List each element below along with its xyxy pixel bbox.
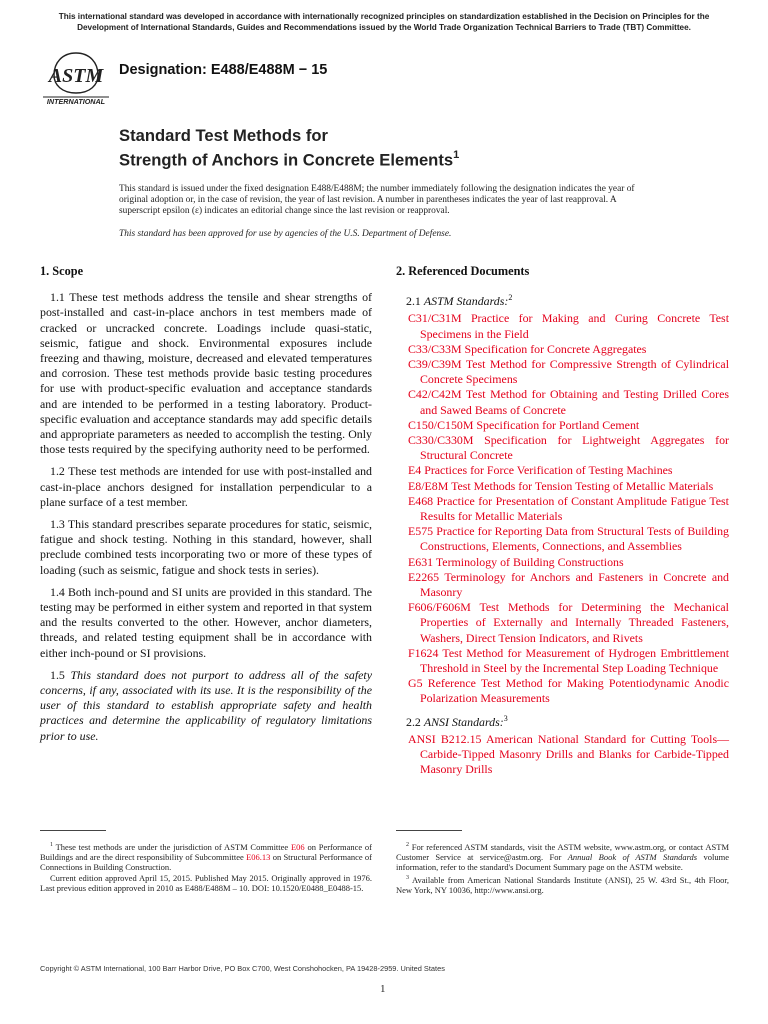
astm-reference-title-link[interactable]: Test Methods for Determining the Mechanical Properties of Externally and Internally Threaded Fasteners, Washers, Direct Tension Indicators, and Rivets xyxy=(420,600,729,645)
designation: Designation: E488/E488M − 15 xyxy=(119,62,328,78)
scope-para-1-5-number: 1.5 xyxy=(50,667,65,682)
astm-standards-footnote-marker: 2 xyxy=(508,293,513,303)
ansi-standards-footnote-marker: 3 xyxy=(503,713,508,723)
referenced-documents-section xyxy=(396,264,729,777)
ansi-reference-item xyxy=(408,732,729,778)
footnote-rule-left xyxy=(40,830,106,831)
astm-logo xyxy=(40,51,112,109)
astm-reference-code-link[interactable]: G5 xyxy=(408,676,423,691)
subcommittee-e06-13-link[interactable]: E06.13 xyxy=(246,852,271,863)
dod-approval-note: This standard has been approved for use by agencies of the U.S. Department of Defense. xyxy=(119,229,452,239)
astm-reference-code-link[interactable]: C330/C330M xyxy=(408,433,474,447)
footnotes-left xyxy=(40,840,372,893)
footnotes-right xyxy=(396,840,729,895)
footnote-3: $^3$ Available from American National Standards Institute (ANSI), 25 W. 43rd St., 4th Floor, New York, NY 10036, http://www.ansi.org. xyxy=(396,874,730,895)
astm-reference-item xyxy=(408,357,729,387)
astm-reference-code-link[interactable]: C42/C42M xyxy=(408,387,462,402)
referenced-documents-heading: 2. Referenced Documents xyxy=(396,264,530,278)
astm-reference-item xyxy=(408,463,729,478)
logo-sub-text: INTERNATIONAL xyxy=(46,97,106,106)
astm-logo-mark xyxy=(40,51,112,109)
astm-standards-text: ASTM Standards: xyxy=(423,294,509,309)
scope-section xyxy=(40,264,372,751)
astm-reference-code-link[interactable]: E8/E8M xyxy=(408,478,449,493)
footnote-2-text-b: volume information, refer to the standard's Document Summary page on the ASTM website. xyxy=(396,852,729,873)
astm-reference-title-link[interactable]: Terminology for Anchors and Fasteners in Concrete and Masonry xyxy=(420,569,729,600)
ansi-standards-label xyxy=(406,711,729,730)
document-title xyxy=(119,126,459,171)
footnote-1-text-b: on Performance of Buildings and are the direct responsibility of Subcommittee xyxy=(40,841,372,863)
logo-brand-text: ASTM xyxy=(48,65,104,87)
scope-para-1-5-text: This standard does not purport to address all of the safety concerns, if any, associated with its use. It is the responsibility of the user of this standard to establish appropriate safety and health practices and determine the applicability of regulatory limitations prior to use. xyxy=(40,667,372,743)
footnote-2: $^2$ For referenced ASTM standards, visit the ASTM website, www.astm.org, or contact ASTM Customer Service at service@astm.org. For Annual Book of ASTM Standards volume information, refer to the standard's Document Summary page on the ASTM website. xyxy=(396,841,730,873)
scope-para-1-5 xyxy=(40,668,372,744)
astm-reference-code-link[interactable]: F1624 xyxy=(408,645,439,660)
astm-reference-title-link[interactable]: Practices for Force Verification of Testing Machines xyxy=(424,463,673,478)
astm-reference-title-link[interactable]: Test Method for Compressive Strength of Cylindrical Concrete Specimens xyxy=(420,356,729,387)
astm-reference-item xyxy=(408,524,729,554)
footnote-2-text-a: For referenced ASTM standards, visit the ASTM website, www.astm.org, or contact ASTM Customer Service at service@astm.org. For xyxy=(396,841,730,863)
title-line-1: Standard Test Methods for xyxy=(119,126,328,145)
astm-reference-title-link[interactable]: Practice for Reporting Data from Structural Tests of Building Constructions, Elements, Connections, and Assemblies xyxy=(420,524,729,554)
astm-standards-label xyxy=(406,290,729,309)
committee-e06-link[interactable]: E06 xyxy=(290,841,305,852)
astm-reference-title-link[interactable]: Specification for Portland Cement xyxy=(476,417,640,432)
astm-reference-title-link[interactable]: Specification for Lightweight Aggregates for Structural Concrete xyxy=(420,433,729,463)
development-notice: This international standard was developed in accordance with internationally recognized principles on standardization established in the Decision on Principles for the Development of International Standards, Guides and Recommendations issued by the World Trade Organization Technical Barriers to Trade (TBT) Committee. xyxy=(58,12,710,32)
title-footnote-marker: 1 xyxy=(453,149,460,161)
astm-reference-item xyxy=(408,387,729,417)
footnote-1-edition: Current edition approved April 15, 2015. Published May 2015. Originally approved in 1976. Last previous edition approved in 2010 as E488/E488M – 10. DOI: 10.1520/E0488_E0488-15. xyxy=(40,872,372,894)
astm-reference-code-link[interactable]: C31/C31M xyxy=(408,311,462,326)
astm-reference-item xyxy=(408,600,729,646)
astm-reference-item xyxy=(408,570,729,600)
astm-reference-title-link[interactable]: Test Methods for Tension Testing of Metallic Materials xyxy=(451,478,714,493)
astm-reference-item xyxy=(408,494,729,524)
scope-para-1-3: 1.3 This standard prescribes separate procedures for static, seismic, fatigue and shock testing. Nothing in this standard, however, shall preclude combined tests incorporating two or more of these types of loading (such as seismic, fatigue and shock tests in series). xyxy=(40,517,372,577)
ansi-reference-code-link[interactable]: ANSI B212.15 xyxy=(408,731,482,746)
astm-reference-item xyxy=(408,311,729,341)
astm-reference-title-link[interactable]: Test Method for Obtaining and Testing Drilled Cores and Sawed Beams of Concrete xyxy=(420,387,729,417)
scope-para-1-4: 1.4 Both inch-pound and SI units are provided in this standard. The testing may be performed in either system and reported in that system and the results converted to the other. However, anchor diameters, threads, and related testing equipment shall be in accordance with either inch-pound or SI provisions. xyxy=(40,584,372,660)
astm-reference-code-link[interactable]: F606/F606M xyxy=(408,600,471,615)
title-line-2-text: Strength of Anchors in Concrete Elements xyxy=(119,150,454,170)
astm-reference-code-link[interactable]: E2265 xyxy=(408,569,440,584)
astm-reference-item xyxy=(408,646,729,676)
astm-standards-number: 2.1 xyxy=(406,294,421,309)
astm-reference-item xyxy=(408,555,729,570)
issuance-statement: This standard is issued under the fixed designation E488/E488M; the number immediately following the designation indicates the year of original adoption or, in the case of revision, the year of last revision. A number in parentheses indicates the year of last reapproval. A superscript epsilon (ε) indicates an editorial change since the last revision or reapproval. xyxy=(119,184,635,217)
scope-para-1-1: 1.1 These test methods address the tensile and shear strengths of post-installed and cast-in-place anchors in test members made of cracked or uncracked concrete. Loadings include quasi-static, seismic, fatigue and shock. Environmental exposures include freezing and thawing, moisture, decreased and elevated temperatures and corrosion. These test methods provide basic testing procedures for use with product-specific evaluation and acceptance standards and are intended to be performed in a testing laboratory. Product-specific evaluation and acceptance standards may add specific details and appropriate parameters as needed to accomplish the testing. Only those tests required by the specifying authority need to be performed. xyxy=(40,290,372,457)
astm-reference-title-link[interactable]: Specification for Concrete Aggregates xyxy=(464,341,647,356)
astm-reference-title-link[interactable]: Terminology of Building Constructions xyxy=(435,554,624,569)
footnote-1-text-a: These test methods are under the jurisdiction of ASTM Committee xyxy=(55,841,289,852)
astm-reference-code-link[interactable]: E4 xyxy=(408,463,422,478)
astm-reference-title-link[interactable]: Test Method for Measurement of Hydrogen Embrittlement Threshold in Steel by the Incremental Step Loading Technique xyxy=(420,645,729,676)
title-line-2 xyxy=(119,146,459,171)
copyright-line: Copyright © ASTM International, 100 Barr Harbor Drive, PO Box C700, West Conshohocken, PA 19428-2959. United States xyxy=(40,964,445,973)
astm-reference-title-link[interactable]: Practice for Making and Curing Concrete Test Specimens in the Field xyxy=(420,311,729,341)
scope-heading: 1. Scope xyxy=(40,264,84,278)
footnote-2-italic: Annual Book of ASTM Standards xyxy=(567,852,698,863)
astm-reference-code-link[interactable]: E575 xyxy=(408,524,434,539)
astm-reference-code-link[interactable]: C39/C39M xyxy=(408,356,462,371)
ansi-reference-list xyxy=(396,732,729,778)
page-number: 1 xyxy=(380,983,386,995)
astm-reference-code-link[interactable]: E468 xyxy=(408,493,434,508)
astm-reference-title-link[interactable]: Reference Test Method for Making Potentiodynamic Anodic Polarization Measurements xyxy=(420,676,729,706)
ansi-reference-title-link[interactable]: American National Standard for Cutting Tools—Carbide-Tipped Masonry Drills and Blanks for Carbide-Tipped Masonry Drills xyxy=(420,731,729,777)
astm-reference-item xyxy=(408,479,729,494)
footnote-3-text: Available from American National Standards Institute (ANSI), 25 W. 43rd St., 4th Floor, New York, NY 10036, http://www.ansi.org. xyxy=(396,874,730,895)
astm-reference-item xyxy=(408,418,729,433)
scope-para-1-2: 1.2 These test methods are intended for use with post-installed and cast-in-place anchors designed for installation perpendicular to a plane surface of a test member. xyxy=(40,464,372,509)
astm-reference-code-link[interactable]: C33/C33M xyxy=(408,341,462,356)
ansi-standards-number: 2.2 xyxy=(406,714,421,729)
footnote-rule-right xyxy=(396,830,462,831)
ansi-standards-text: ANSI Standards: xyxy=(423,714,504,729)
astm-reference-title-link[interactable]: Practice for Presentation of Constant Amplitude Fatigue Test Results for Metallic Materials xyxy=(420,493,729,524)
astm-reference-item xyxy=(408,342,729,357)
astm-reference-code-link[interactable]: C150/C150M xyxy=(408,417,474,432)
astm-reference-item xyxy=(408,676,729,706)
astm-reference-item xyxy=(408,433,729,463)
footnote-1-text-c: on Structural Performance of Connections in Building Construction. xyxy=(40,852,373,873)
astm-reference-code-link[interactable]: E631 xyxy=(408,554,434,569)
footnote-1: $^1$ These test methods are under the jurisdiction of ASTM Committee E06 on Performance of Buildings and are the direct responsibility of Subcommittee E06.13 on Structural Performance of Connections in Building Construction. xyxy=(40,841,373,873)
astm-reference-list xyxy=(396,311,729,706)
